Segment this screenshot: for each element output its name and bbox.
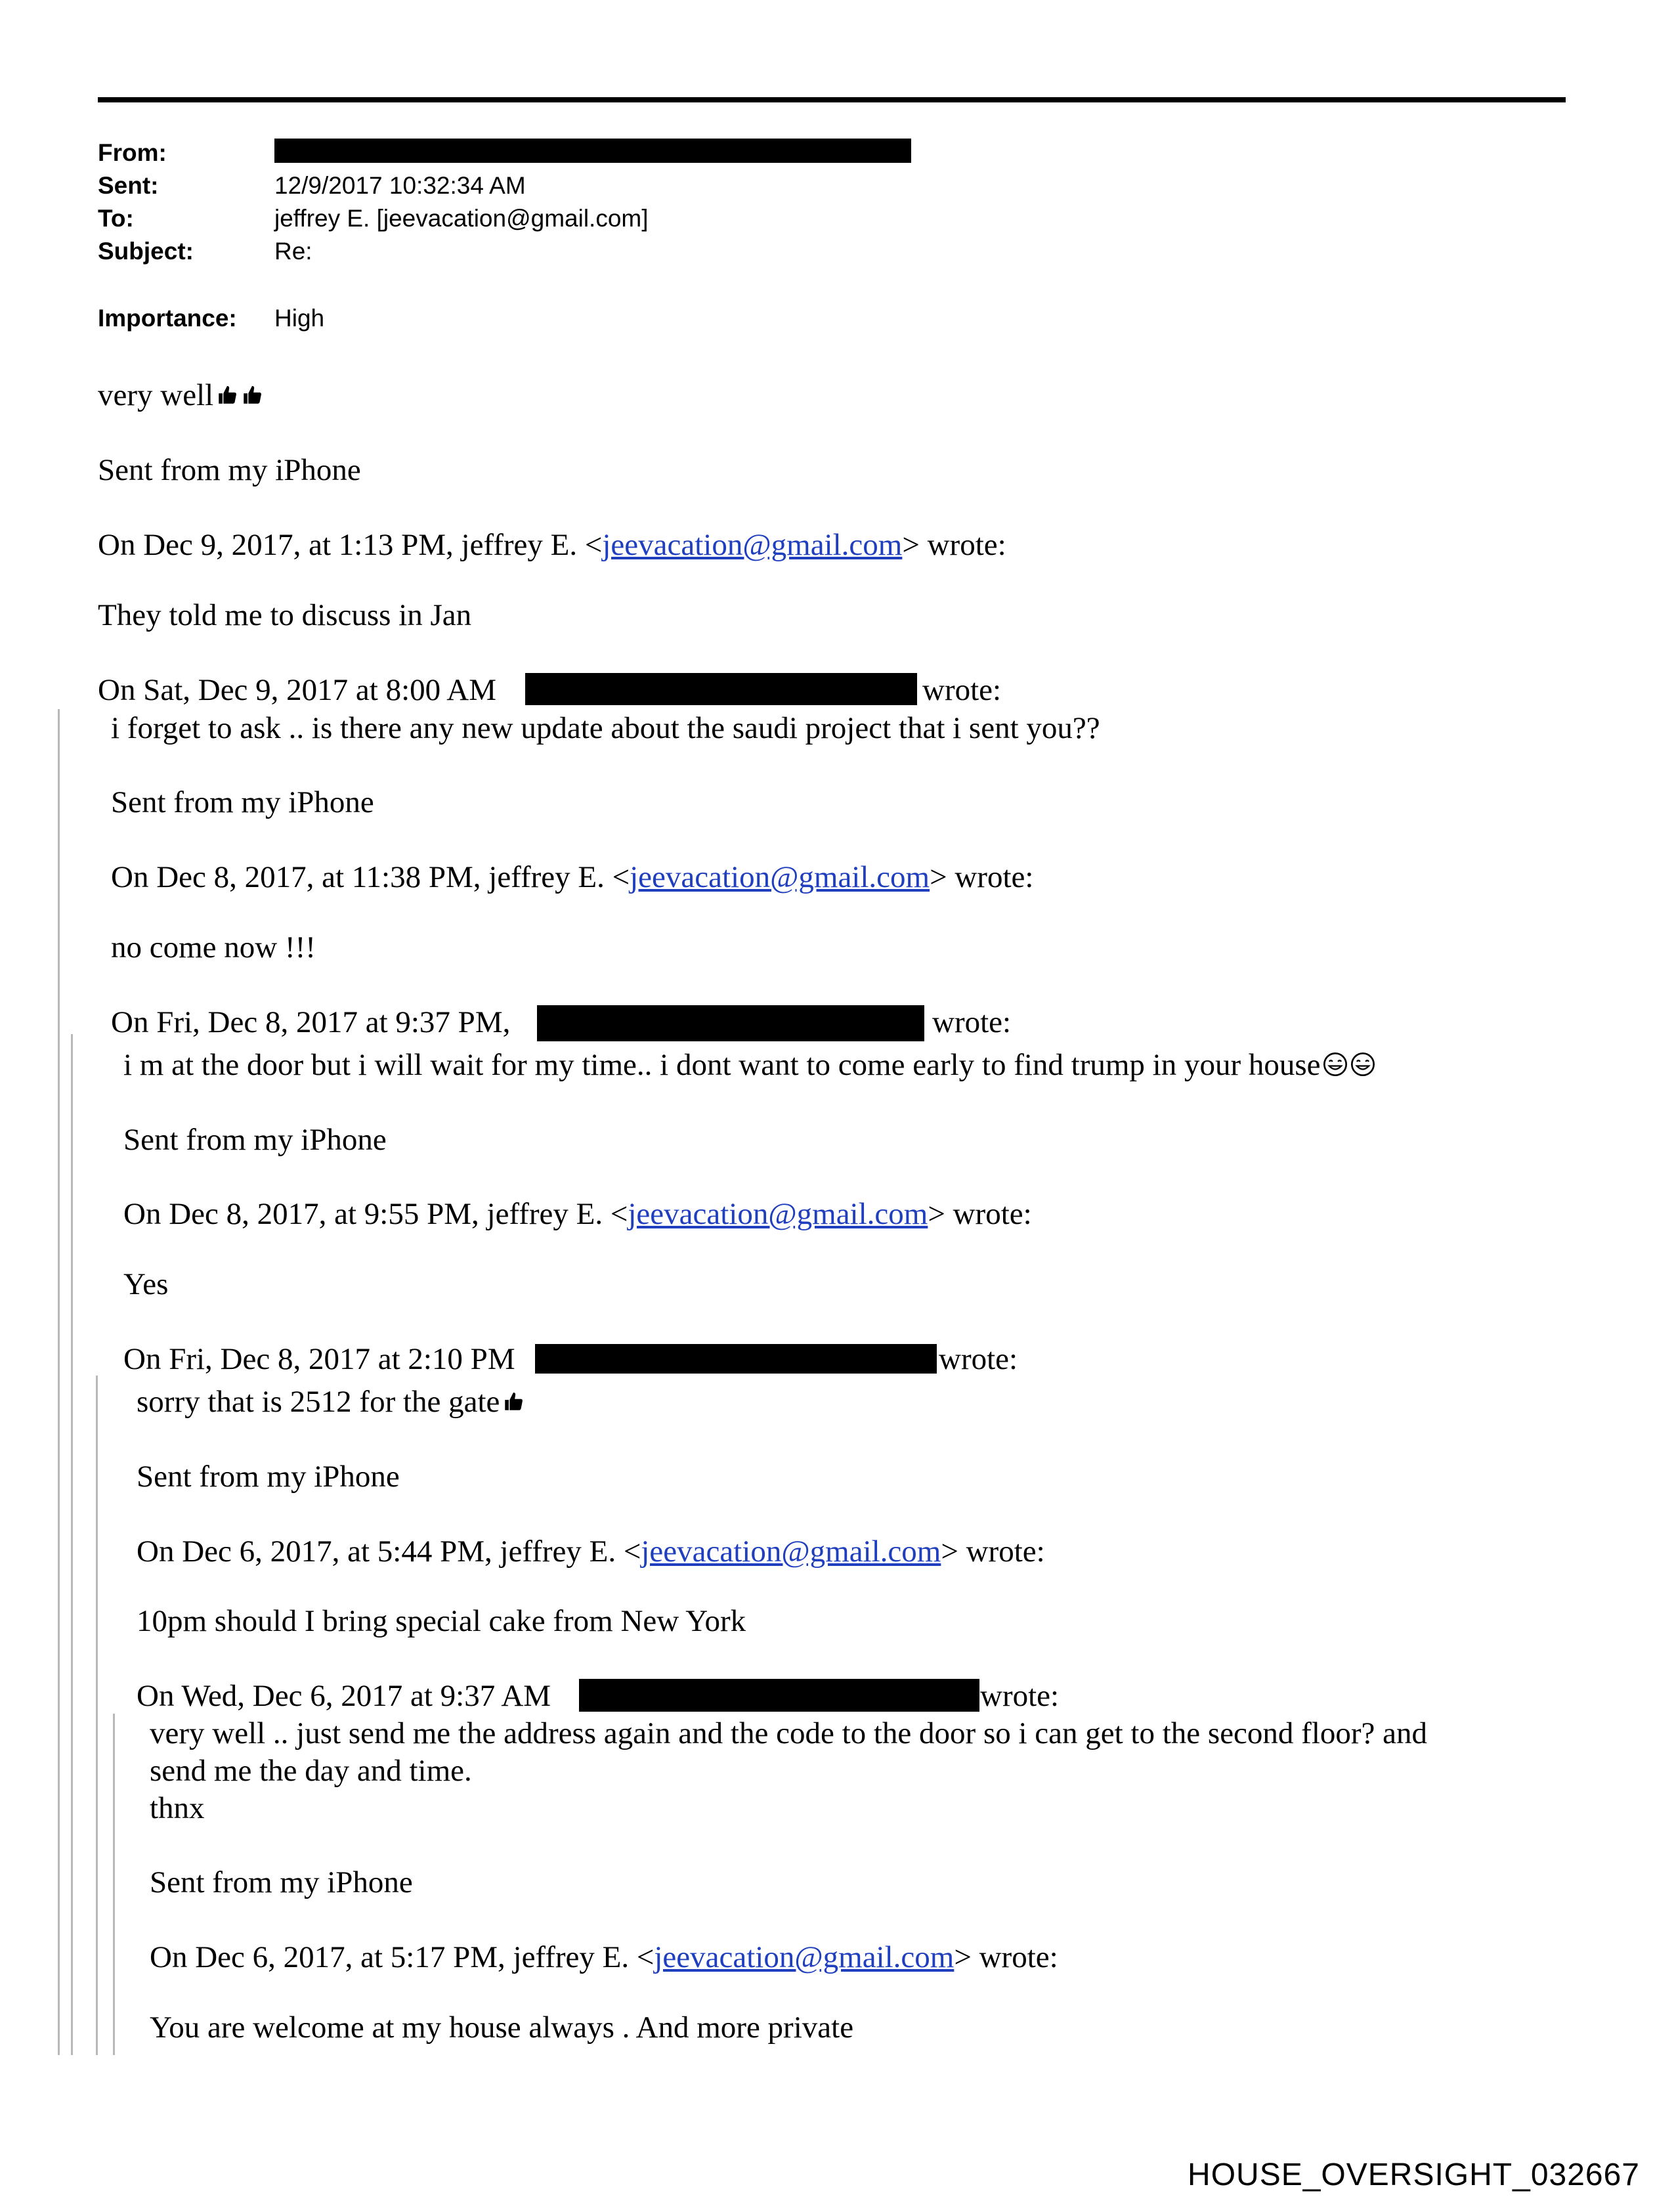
sent-value: 12/9/2017 10:32:34 AM <box>274 172 526 199</box>
quote-header-suffix: > wrote: <box>954 1940 1058 1974</box>
smiling-face-icon <box>1350 1051 1376 1077</box>
quote-header-text: On Dec 8, 2017, at 9:55 PM, jeffrey E. < <box>123 1197 628 1231</box>
signature: Sent from my iPhone <box>123 1123 387 1157</box>
signature: Sent from my iPhone <box>150 1865 413 1899</box>
quote-header <box>137 1681 551 1712</box>
bates-number: HOUSE_OVERSIGHT_032667 <box>1188 2158 1640 2192</box>
quote-header-text: On Dec 8, 2017, at 11:38 PM, jeffrey E. < <box>111 860 630 894</box>
quote-header-suffix: wrote: <box>939 1342 1018 1376</box>
message-body: i m at the door but i will wait for my time.. i dont want to come early to find trump in your house <box>123 1048 1321 1082</box>
message-body: 10pm should I bring special cake from New York <box>137 1604 746 1638</box>
quote-header <box>98 530 1006 561</box>
sender-redaction <box>535 1344 937 1374</box>
sender-redaction <box>525 673 917 705</box>
quote-header <box>137 1536 1045 1567</box>
quote-header-text: On Dec 6, 2017, at 5:44 PM, jeffrey E. < <box>137 1534 641 1569</box>
email-link[interactable]: jeevacation@gmail.com <box>602 528 903 562</box>
thumb-point-icon <box>241 384 263 406</box>
quote-header <box>150 1942 1058 1973</box>
quote-header <box>111 1007 510 1038</box>
quote-header-suffix: > wrote: <box>928 1197 1032 1231</box>
message-body: very well <box>98 378 214 412</box>
message-body: Yes <box>123 1267 169 1301</box>
quote-header-suffix: > wrote: <box>930 860 1034 894</box>
quote-bar-level-2 <box>71 1034 73 2055</box>
signature: Sent from my iPhone <box>137 1460 400 1494</box>
header-rule <box>98 97 1566 102</box>
subject-label: Subject: <box>98 238 194 265</box>
message-body: very well .. just send me the address again and the code to the door so i can get to the second floor? and <box>150 1716 1428 1750</box>
email-link[interactable]: jeevacation@gmail.com <box>641 1534 941 1569</box>
importance-label: Importance: <box>98 305 237 332</box>
signature: Sent from my iPhone <box>111 785 374 819</box>
quote-header <box>111 862 1033 893</box>
email-link[interactable]: jeevacation@gmail.com <box>630 860 930 894</box>
email-link[interactable]: jeevacation@gmail.com <box>628 1197 928 1231</box>
message-body: no come now !!! <box>111 930 316 965</box>
message-text <box>137 1387 525 1418</box>
quote-header-text: On Wed, Dec 6, 2017 at 9:37 AM <box>137 1679 551 1713</box>
message-text <box>98 380 263 411</box>
from-label: From: <box>98 139 167 166</box>
email-link[interactable]: jeevacation@gmail.com <box>654 1940 955 1974</box>
quote-header-suffix: > wrote: <box>941 1534 1045 1569</box>
quote-bar-level-4 <box>113 1714 115 2055</box>
subject-value: Re: <box>274 238 312 265</box>
signature: Sent from my iPhone <box>98 453 361 487</box>
quote-header-text: On Fri, Dec 8, 2017 at 2:10 PM <box>123 1342 515 1376</box>
message-body: You are welcome at my house always . And more private <box>150 2010 854 2045</box>
to-value: jeffrey E. [jeevacation@gmail.com] <box>274 205 649 232</box>
quote-header-text: On Fri, Dec 8, 2017 at 9:37 PM, <box>111 1005 511 1039</box>
sender-redaction <box>537 1005 924 1041</box>
quote-header-suffix: wrote: <box>980 1679 1060 1713</box>
quote-header-suffix: wrote: <box>932 1005 1012 1039</box>
sender-redaction <box>579 1679 979 1712</box>
from-redaction <box>274 139 911 163</box>
quote-header-text: On Sat, Dec 9, 2017 at 8:00 AM <box>98 673 497 707</box>
to-label: To: <box>98 205 134 232</box>
smiling-face-icon <box>1322 1051 1348 1077</box>
quote-header-suffix: > wrote: <box>902 528 1006 562</box>
message-body: send me the day and time. <box>150 1754 472 1788</box>
quote-header-suffix: wrote: <box>922 673 1002 707</box>
message-body: thnx <box>150 1791 205 1825</box>
quote-bar-level-1 <box>58 709 60 2055</box>
message-text <box>123 1050 1376 1081</box>
quote-bar-level-3 <box>96 1376 98 2055</box>
quote-header <box>98 675 496 706</box>
importance-value: High <box>274 305 325 332</box>
thumb-point-icon <box>216 384 238 406</box>
message-body: They told me to discuss in Jan <box>98 598 472 632</box>
message-body: i forget to ask .. is there any new update about the saudi project that i sent you?? <box>111 711 1100 745</box>
quote-header-text: On Dec 6, 2017, at 5:17 PM, jeffrey E. < <box>150 1940 655 1974</box>
quote-header <box>123 1199 1032 1230</box>
sent-label: Sent: <box>98 172 159 199</box>
quote-header-text: On Dec 9, 2017, at 1:13 PM, jeffrey E. < <box>98 528 603 562</box>
quote-header <box>123 1344 515 1375</box>
thumb-point-icon <box>502 1391 525 1413</box>
message-body: sorry that is 2512 for the gate <box>137 1385 500 1419</box>
